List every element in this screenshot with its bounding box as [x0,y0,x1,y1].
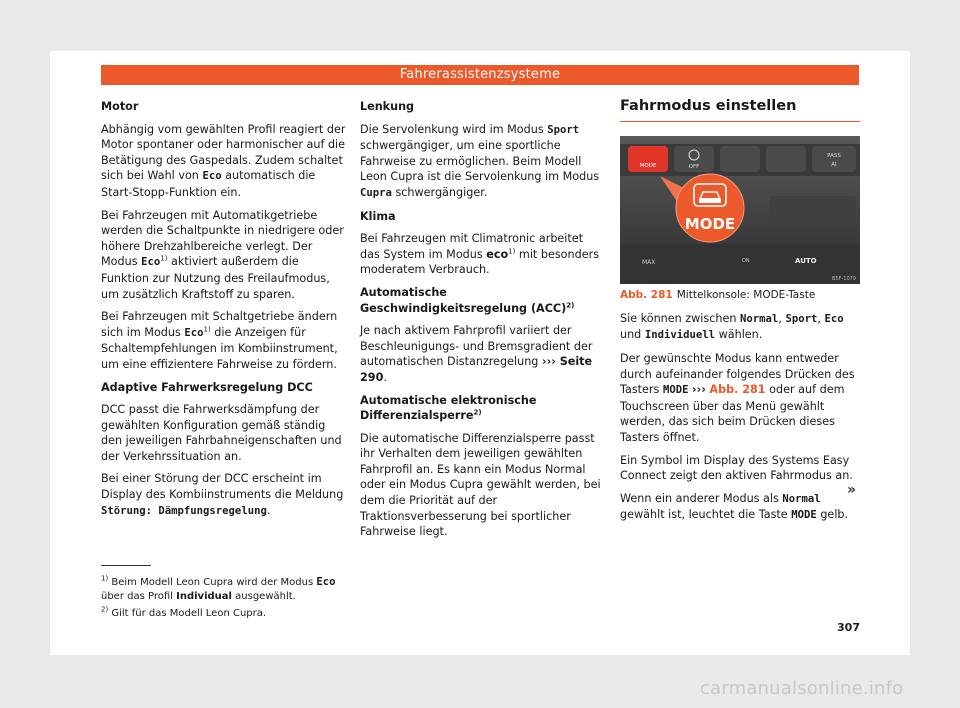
dcc-paragraph-1: DCC passt die Fahrwerksdämpfung der gewählten Konfiguration gemäß ständig den jeweiligen Fahrbahneigenschaften und der Verkehrssituation an. [101,403,342,463]
mode-paragraph-3: Ein Symbol im Display des Systems Easy Connect zeigt den aktiven Fahrmodus an. [620,453,853,483]
pass-label: PASS [827,152,841,159]
footnote-divider [101,565,151,566]
figure-reference-link[interactable]: Abb. 281 [709,383,766,397]
column-middle [360,99,605,547]
max-label: MAX [642,258,656,266]
section-title: Fahrmodus einstellen [620,99,860,122]
page-header: Fahrerassistenzsysteme [101,65,859,85]
off-label: OFF [688,163,700,170]
lenkung-paragraph: Die Servolenkung wird im Modus Sport schwergängiger, um eine sportliche Fahrweise zu ermöglichen. Beim Modell Leon Cupra ist die Servolenkung im Modus Cupra schwergängiger. [360,122,600,199]
callout-mode-label: MODE [684,214,736,233]
motor-paragraph-2: Bei Fahrzeugen mit Automatikgetriebe werden die Schaltpunkte in niedrigere oder höhere Drehzahlbereiche verlegt. Der Modus Eco$^{1)}$ aktiviert außerdem die Funktion zur Nutzung des Freilaufmodus, um zusätzlich Kraftstoff zu sparen. [101,208,344,301]
klima-paragraph: Bei Fahrzeugen mit Climatronic arbeitet das System im Modus eco$^{1)}$ mit besonders moderatem Verbrauch. [360,232,600,277]
button-row-bottom [620,244,860,284]
acc-page-link[interactable]: ››› Seite 290 [360,355,593,384]
on-label: ON [742,257,750,264]
dcc-heading: Adaptive Fahrwerksregelung DCC [101,380,313,394]
column-right [620,99,860,531]
lenkung-heading: Lenkung [360,100,415,113]
klima-heading: Klima [360,209,396,223]
footnote-2: $^{2)}$ Gilt für das Modell Leon Cupra. [101,605,267,619]
footnotes [101,575,346,624]
column-left [101,99,346,526]
motor-paragraph-1: Abhängig vom gewählten Profil reagiert der Motor spontaner oder harmonischer auf die Betätigung des Gaspedals. Zudem schaltet sich bei Wahl von Eco automatisch die Start-Stopp-Funktion ein. [101,122,346,199]
motor-heading: Motor [101,100,139,113]
auto-label: AUTO [795,256,817,265]
button-row-middle [770,196,856,218]
continue-marker: » [847,482,857,498]
mode-paragraph-4: Wenn ein anderer Modus als Normal gewählt ist, leuchtet die Taste MODE gelb. [620,491,849,522]
ai-label: AI [831,161,837,168]
footnote-1: $^{1)}$ Beim Modell Leon Cupra wird der Modus Eco über das Profil Individual ausgewählt. [101,574,336,602]
diff-heading: Automatische elektronische Differenzialsperre$^{2)}$ [360,393,537,423]
mode-paragraph-2: Der gewünschte Modus kann entweder durch aufeinander folgendes Drücken des Tasters MODE ››› Abb. 281 oder auf dem Touchscreen über das Menü gewählt werden, das sich beim Drücken dieses Tasters öffnet. [620,351,855,444]
acc-paragraph: Je nach aktivem Fahrprofil variiert der Beschleunigungs- und Bremsgradient der automatischen Distanzregelung ››› Seite 290. [360,324,593,384]
watermark: carmanualsonline.info [700,678,904,699]
diff-paragraph: Die automatische Differenzialsperre passt ihr Verhalten dem jeweiligen gewählten Fahrprofil an. Es kann ein Modus Normal oder ein Modus Cupra gewählt werden, bei dem die Priorität auf der Traktionsverbesserung bei sportlicher Fahrweise liegt. [360,431,601,539]
dcc-paragraph-2: Bei einer Störung der DCC erscheint im Display des Kombiinstruments die Meldung Störung: Dämpfungsregelung. [101,472,344,517]
mode-button-label: MODE [639,162,657,169]
mode-paragraph-1: Sie können zwischen Normal, Sport, Eco und Individuell wählen. [620,311,844,342]
console-button-4 [766,146,806,172]
page-number: 307 [837,621,860,634]
document-page [50,51,910,655]
figure-code: B5F-1079 [831,275,856,282]
figure-center-console [620,136,860,284]
acc-heading: Automatische Geschwindigkeitsregelung (ACC)$^{2)}$ [360,285,575,315]
motor-paragraph-3: Bei Fahrzeugen mit Schaltgetriebe ändern sich im Modus Eco$^{1)}$ die Anzeigen für Schaltempfehlungen im Kombiinstrument, um eine effizientere Fahrweise zu fördern. [101,310,338,371]
console-button-3 [720,146,760,172]
figure-caption: Abb. 281 Mittelkonsole: MODE-Taste [620,289,816,302]
pass-ai-button [812,146,856,172]
